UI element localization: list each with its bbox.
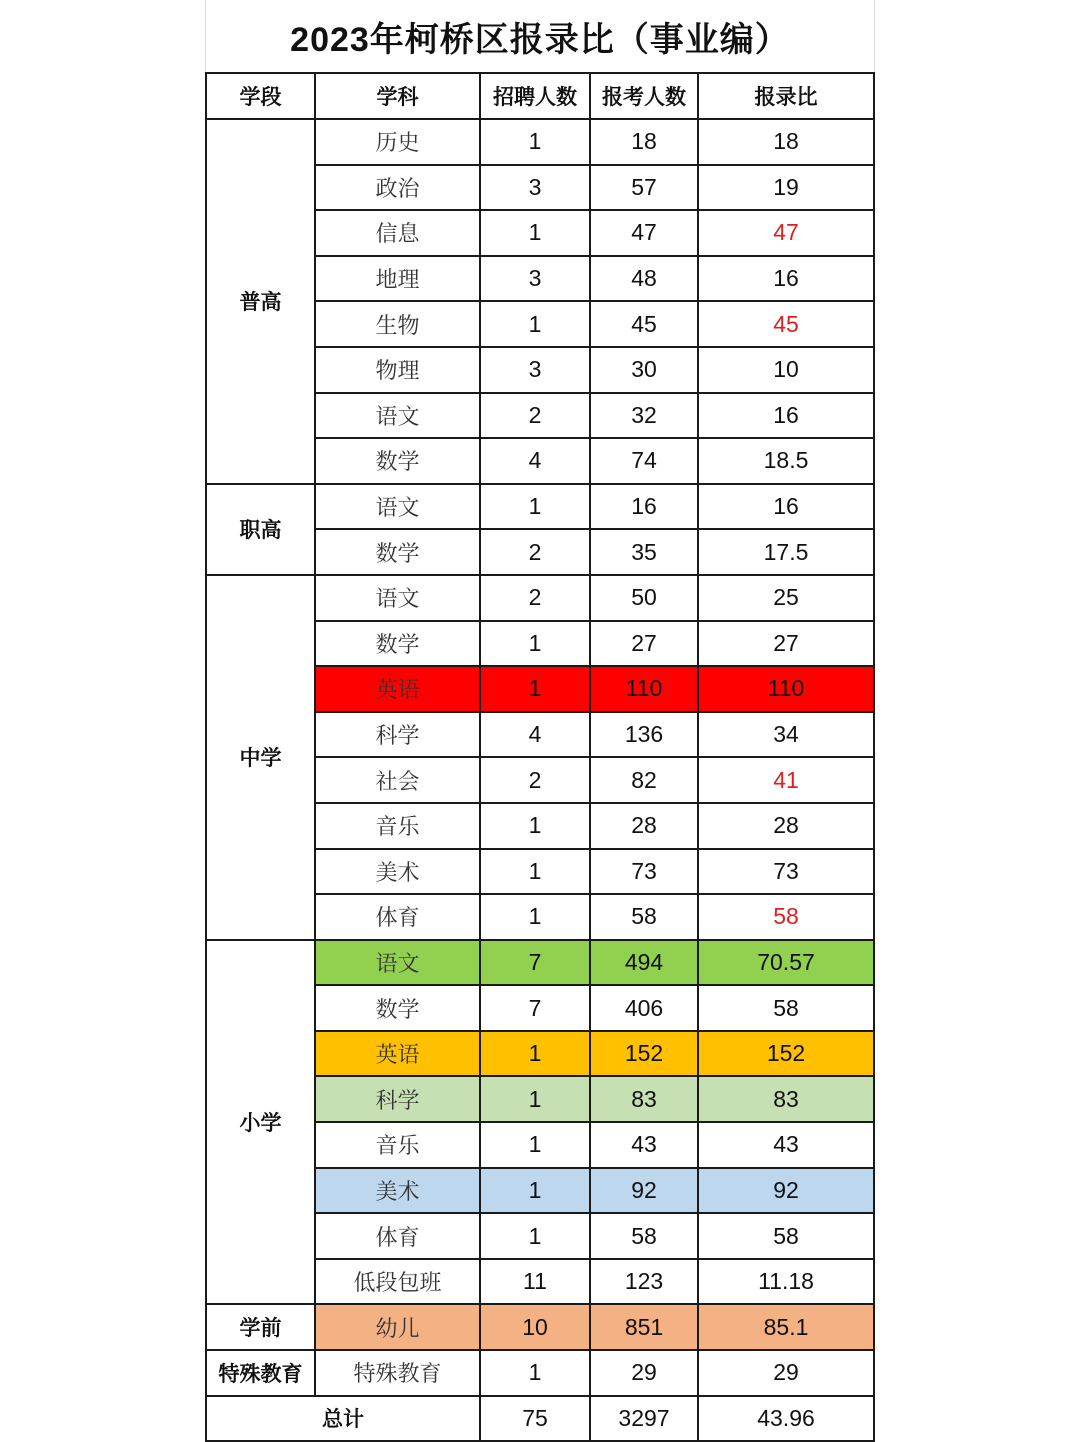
header-hires: 招聘人数	[480, 73, 590, 119]
applicants-cell: 73	[590, 849, 698, 895]
subject-cell: 体育	[315, 894, 480, 940]
spreadsheet	[205, 0, 875, 1440]
applicants-cell: 58	[590, 1213, 698, 1259]
total-ratio: 43.96	[698, 1396, 874, 1442]
ratio-cell: 41	[698, 757, 874, 803]
applicants-cell: 110	[590, 666, 698, 712]
hires-cell: 1	[480, 1168, 590, 1214]
ratio-cell: 85.1	[698, 1304, 874, 1350]
ratio-cell: 83	[698, 1076, 874, 1122]
ratio-cell: 73	[698, 849, 874, 895]
ratio-cell: 18.5	[698, 438, 874, 484]
hires-cell: 2	[480, 757, 590, 803]
applicants-cell: 29	[590, 1350, 698, 1396]
ratio-cell: 43	[698, 1122, 874, 1168]
stage-cell: 职高	[206, 484, 315, 575]
ratio-cell: 29	[698, 1350, 874, 1396]
table-row	[206, 119, 874, 165]
applicants-cell: 92	[590, 1168, 698, 1214]
total-applicants: 3297	[590, 1396, 698, 1442]
subject-cell: 低段包班	[315, 1259, 480, 1305]
subject-cell: 音乐	[315, 803, 480, 849]
applicants-cell: 74	[590, 438, 698, 484]
ratio-cell: 17.5	[698, 529, 874, 575]
hires-cell: 1	[480, 210, 590, 256]
applicants-cell: 152	[590, 1031, 698, 1077]
subject-cell: 数学	[315, 985, 480, 1031]
page-title: 2023年柯桥区报录比（事业编）	[205, 0, 875, 72]
subject-cell: 科学	[315, 712, 480, 758]
applicants-cell: 494	[590, 940, 698, 986]
ratio-table	[205, 72, 875, 1442]
table-row	[206, 484, 874, 530]
applicants-cell: 43	[590, 1122, 698, 1168]
applicants-cell: 16	[590, 484, 698, 530]
applicants-cell: 82	[590, 757, 698, 803]
hires-cell: 1	[480, 119, 590, 165]
hires-cell: 10	[480, 1304, 590, 1350]
applicants-cell: 83	[590, 1076, 698, 1122]
ratio-cell: 152	[698, 1031, 874, 1077]
subject-cell: 幼儿	[315, 1304, 480, 1350]
subject-cell: 地理	[315, 256, 480, 302]
hires-cell: 4	[480, 438, 590, 484]
hires-cell: 2	[480, 393, 590, 439]
ratio-cell: 34	[698, 712, 874, 758]
applicants-cell: 58	[590, 894, 698, 940]
hires-cell: 1	[480, 301, 590, 347]
applicants-cell: 136	[590, 712, 698, 758]
total-label: 总计	[206, 1396, 480, 1442]
hires-cell: 1	[480, 1213, 590, 1259]
applicants-cell: 851	[590, 1304, 698, 1350]
subject-cell: 语文	[315, 940, 480, 986]
ratio-cell: 27	[698, 621, 874, 667]
stage-cell: 特殊教育	[206, 1350, 315, 1396]
hires-cell: 1	[480, 1031, 590, 1077]
hires-cell: 1	[480, 484, 590, 530]
table-row-highlighted	[206, 1304, 874, 1350]
stage-cell: 小学	[206, 940, 315, 1305]
subject-cell: 社会	[315, 757, 480, 803]
hires-cell: 2	[480, 575, 590, 621]
applicants-cell: 32	[590, 393, 698, 439]
applicants-cell: 45	[590, 301, 698, 347]
subject-cell: 政治	[315, 165, 480, 211]
ratio-cell: 58	[698, 985, 874, 1031]
applicants-cell: 50	[590, 575, 698, 621]
hires-cell: 3	[480, 165, 590, 211]
subject-cell: 科学	[315, 1076, 480, 1122]
hires-cell: 1	[480, 1076, 590, 1122]
ratio-cell: 10	[698, 347, 874, 393]
ratio-cell: 18	[698, 119, 874, 165]
ratio-cell: 16	[698, 256, 874, 302]
applicants-cell: 30	[590, 347, 698, 393]
header-ratio: 报录比	[698, 73, 874, 119]
applicants-cell: 48	[590, 256, 698, 302]
hires-cell: 1	[480, 1122, 590, 1168]
subject-cell: 美术	[315, 1168, 480, 1214]
hires-cell: 1	[480, 666, 590, 712]
stage-cell: 普高	[206, 119, 315, 484]
table-row	[206, 575, 874, 621]
subject-cell: 历史	[315, 119, 480, 165]
hires-cell: 3	[480, 256, 590, 302]
subject-cell: 音乐	[315, 1122, 480, 1168]
stage-cell: 中学	[206, 575, 315, 940]
hires-cell: 7	[480, 985, 590, 1031]
table-row-highlighted	[206, 940, 874, 986]
subject-cell: 英语	[315, 1031, 480, 1077]
subject-cell: 数学	[315, 438, 480, 484]
ratio-cell: 47	[698, 210, 874, 256]
total-hires: 75	[480, 1396, 590, 1442]
ratio-cell: 70.57	[698, 940, 874, 986]
applicants-cell: 27	[590, 621, 698, 667]
subject-cell: 美术	[315, 849, 480, 895]
ratio-cell: 58	[698, 894, 874, 940]
ratio-cell: 110	[698, 666, 874, 712]
applicants-cell: 28	[590, 803, 698, 849]
subject-cell: 英语	[315, 666, 480, 712]
header-stage: 学段	[206, 73, 315, 119]
hires-cell: 7	[480, 940, 590, 986]
ratio-cell: 92	[698, 1168, 874, 1214]
subject-cell: 数学	[315, 529, 480, 575]
subject-cell: 特殊教育	[315, 1350, 480, 1396]
subject-cell: 数学	[315, 621, 480, 667]
hires-cell: 11	[480, 1259, 590, 1305]
hires-cell: 1	[480, 894, 590, 940]
applicants-cell: 18	[590, 119, 698, 165]
subject-cell: 语文	[315, 484, 480, 530]
table-row	[206, 1350, 874, 1396]
header-applicants: 报考人数	[590, 73, 698, 119]
applicants-cell: 406	[590, 985, 698, 1031]
header-row	[206, 73, 874, 119]
hires-cell: 1	[480, 849, 590, 895]
ratio-cell: 28	[698, 803, 874, 849]
total-row	[206, 1396, 874, 1442]
hires-cell: 4	[480, 712, 590, 758]
hires-cell: 1	[480, 621, 590, 667]
applicants-cell: 35	[590, 529, 698, 575]
stage-cell: 学前	[206, 1304, 315, 1350]
ratio-cell: 25	[698, 575, 874, 621]
applicants-cell: 57	[590, 165, 698, 211]
ratio-cell: 45	[698, 301, 874, 347]
ratio-cell: 16	[698, 393, 874, 439]
subject-cell: 语文	[315, 393, 480, 439]
applicants-cell: 47	[590, 210, 698, 256]
hires-cell: 2	[480, 529, 590, 575]
subject-cell: 体育	[315, 1213, 480, 1259]
hires-cell: 1	[480, 1350, 590, 1396]
subject-cell: 语文	[315, 575, 480, 621]
ratio-cell: 58	[698, 1213, 874, 1259]
hires-cell: 3	[480, 347, 590, 393]
subject-cell: 生物	[315, 301, 480, 347]
header-subject: 学科	[315, 73, 480, 119]
ratio-cell: 11.18	[698, 1259, 874, 1305]
subject-cell: 信息	[315, 210, 480, 256]
ratio-cell: 16	[698, 484, 874, 530]
hires-cell: 1	[480, 803, 590, 849]
applicants-cell: 123	[590, 1259, 698, 1305]
subject-cell: 物理	[315, 347, 480, 393]
ratio-cell: 19	[698, 165, 874, 211]
